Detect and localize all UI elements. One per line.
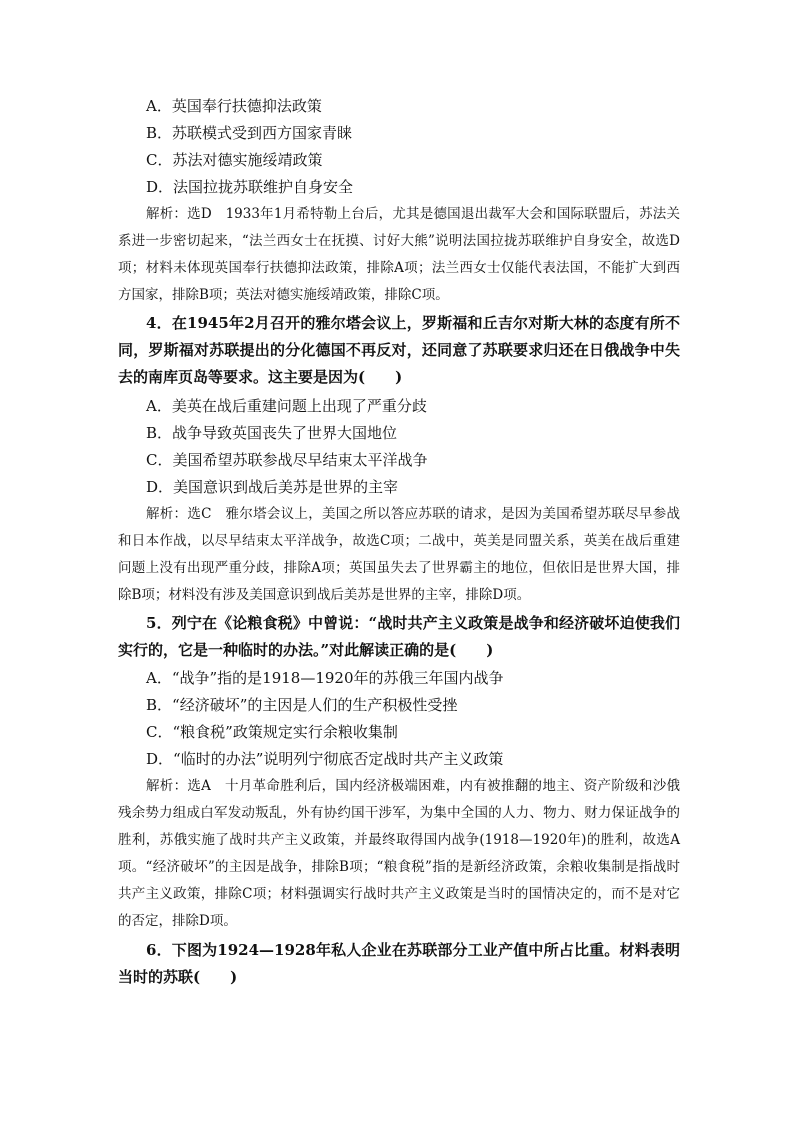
q3-analysis: 解析：选D 1933年1月希特勒上台后，尤其是德国退出裁军大会和国际联盟后，苏法关系进一步密切起来，“法兰西女士在抚摸、讨好大熊”说明法国拉拢苏联维护自身安全，故选D项；材料未体现英国奉行扶德抑法政策，排除A项；法兰西女士仅能代表法国，不能扩大到西方国家，排除B项；英法对德实施绥靖政策，排除C项。 bbox=[118, 206, 680, 303]
q5-option-c: C．“粮食税”政策规定实行余粮收集制 bbox=[146, 723, 398, 741]
q3-option-a: A．英国奉行扶德抑法政策 bbox=[146, 97, 322, 115]
q4-analysis: 解析：选C 雅尔塔会议上，美国之所以答应苏联的请求，是因为美国希望苏联尽早参战和日本作战，以尽早结束太平洋战争，故选C项；二战中，英美是同盟关系，英美在战后重建问题上没有出现严重分歧，排除A项；英国虽失去了世界霸主的地位，但依旧是世界大国，排除B项；材料没有涉及美国意识到战后美苏是世界的主宰，排除D项。 bbox=[118, 506, 680, 603]
q3-option-c: C．苏法对德实施绥靖政策 bbox=[146, 151, 323, 169]
q5-option-b: B．“经济破坏”的主因是人们的生产积极性受挫 bbox=[146, 696, 458, 714]
q5-analysis: 解析：选A 十月革命胜利后，国内经济极端困难，内有被推翻的地主、资产阶级和沙俄残余势力组成白军发动叛乱，外有协约国干涉军，为集中全国的人力、物力、财力保证战争的胜利，苏俄实施了战时共产主义政策，并最终取得国内战争(1918—1920年)的胜利，故选A项。“经济破坏”的主因是战争，排除B项；“粮食税”指的是新经济政策，余粮收集制是指战时共产主义政策，排除C项；材料强调实行战时共产主义政策是当时的国情决定的，而不是对它的否定，排除D项。 bbox=[118, 778, 680, 929]
q4-stem: 4．在1945年2月召开的雅尔塔会议上，罗斯福和丘吉尔对斯大林的态度有所不同，罗斯福对苏联提出的分化德国不再反对，还同意了苏联要求归还在日俄战争中失去的南库页岛等要求。这主要是因为( ) bbox=[118, 314, 680, 386]
q4-option-d: D．美国意识到战后美苏是世界的主宰 bbox=[146, 478, 399, 496]
q6-stem: 6．下图为1924—1928年私人企业在苏联部分工业产值中所占比重。材料表明当时的苏联( ) bbox=[118, 941, 680, 986]
q5-stem: 5．列宁在《论粮食税》中曾说：“战时共产主义政策是战争和经济破坏迫使我们实行的，它是一种临时的办法。”对此解读正确的是( ) bbox=[118, 614, 680, 659]
q4-option-c: C．美国希望苏联参战尽早结束太平洋战争 bbox=[146, 451, 428, 469]
q3-option-d: D．法国拉拢苏联维护自身安全 bbox=[146, 178, 354, 196]
q3-option-b: B．苏联模式受到西方国家青睐 bbox=[146, 124, 353, 142]
q4-option-b: B．战争导致英国丧失了世界大国地位 bbox=[146, 424, 398, 442]
q4-option-a: A．美英在战后重建问题上出现了严重分歧 bbox=[146, 397, 427, 415]
q5-option-d: D．“临时的办法”说明列宁彻底否定战时共产主义政策 bbox=[146, 750, 504, 768]
q5-option-a: A．“战争”指的是1918—1920年的苏俄三年国内战争 bbox=[146, 669, 504, 687]
